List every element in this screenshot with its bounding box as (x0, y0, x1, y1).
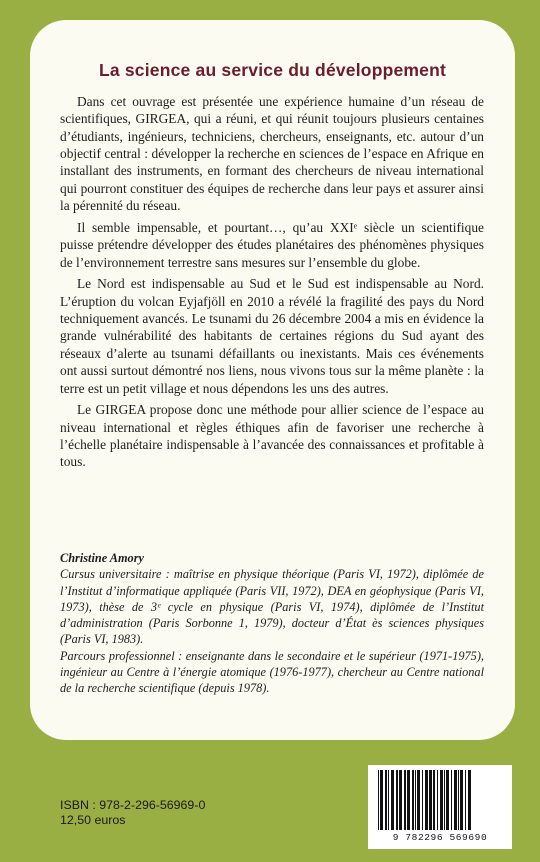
barcode-bar (378, 770, 379, 830)
barcode-bar (415, 770, 416, 830)
blurb-paragraph-4: Le GIRGEA propose donc une méthode pour allier science de l’espace au niveau international et règles éthiques afin de favoriser une recherche à l’échelle planétaire indispensable à l’avancée des connaissances et profitable à tous. (60, 402, 484, 470)
barcode-bar (388, 770, 389, 830)
blurb-paragraph-2: Il semble impensable, et pourtant…, qu’au XXIᵉ siècle un scientifique puisse prétendre développer des études planétaires des phénomènes physiques de l’environnement terrestre sans mesures sur l’ensemble du globe. (60, 219, 484, 270)
barcode-bar (458, 770, 459, 830)
blurb (60, 93, 484, 475)
barcode-bar (460, 770, 463, 830)
barcode-bar (404, 770, 406, 830)
book-title: La science au service du développement (98, 60, 447, 80)
barcode-bar (433, 770, 435, 830)
barcode-bar (385, 770, 387, 830)
barcode-bar (412, 770, 414, 830)
barcode-bar (446, 770, 449, 830)
barcode-bar (429, 770, 432, 830)
barcode-bar (380, 770, 383, 830)
barcode-bar (422, 770, 423, 830)
barcode-bar (454, 770, 457, 830)
price: 12,50 euros (60, 813, 126, 827)
barcode-bar (391, 770, 394, 830)
barcode-bars (378, 770, 502, 830)
barcode-number: 9 782296 569690 (392, 832, 488, 843)
barcode-bar (396, 770, 398, 830)
isbn-price-block (60, 798, 205, 828)
barcode-bar (440, 770, 443, 830)
barcode-bar (468, 770, 471, 830)
barcode-bar (399, 770, 402, 830)
blurb-paragraph-3: Le Nord est indispensable au Sud et le Sud est indispensable au Nord. L’éruption du volcan Eyjafjöll en 2010 a révélé la fragilité des pays du Nord techniquement avancés. Le tsunami du 26 décembre 2004 a mis en évidence la grande vulnérabilité des habitants de certaines régions du Sud ayant des réseaux d’alerte au tsunami défaillants ou inexistants. Mais ces événements ont aussi surtout démontré nos liens, nous vivons tous sur la même planète : la terre est un petit village et nous dépendons les uns des autres. (60, 276, 484, 396)
barcode-bar (437, 770, 438, 830)
barcode-bar (465, 770, 466, 830)
author-cursus: Cursus universitaire : maîtrise en physique théorique (Paris VI, 1972), diplômée de l’Institut d’informatique appliquée (Paris VII, 1972), DEA en géophysique (Paris VI, 1973), thèse de 3ᵉ cycle en physique (Paris VI, 1974), diplômée de l’Institut d’administration (Paris Sorbonne 1, 1979), docteur d’État ès sciences physiques (Paris VI, 1983). (60, 567, 484, 647)
barcode-bar (425, 770, 428, 830)
blurb-paragraph-1: Dans cet ouvrage est présentée une expérience humaine d’un réseau de scientifiques, GIRGEA, qui a réuni, et qui réunit toujours plusieurs centaines d’étudiants, ingénieurs, techniciens, chercheurs, enseignants, etc. autour d’un objectif central : développer la recherche en sciences de l’espace en Afrique en installant des instruments, en formant des chercheurs de niveau international qui pourront constituer des équipes de recherche dans leur pays et assurer ainsi la pérennité du réseau. (60, 94, 484, 214)
barcode-bar (444, 770, 445, 830)
isbn: ISBN : 978-2-296-56969-0 (60, 798, 206, 812)
author-name: Christine Amory (60, 551, 144, 565)
barcode-bar (451, 770, 452, 830)
barcode-bar (407, 770, 410, 830)
barcode (368, 765, 512, 849)
barcode-bar (417, 770, 420, 830)
author-parcours: Parcours professionnel : enseignante dans le secondaire et le supérieur (1971-1975), ingénieur au Centre à l’énergie atomique (1976-1977), chercheur au Centre national de la recherche scientifique (depuis 1978). (60, 648, 484, 696)
author-bio (60, 550, 484, 697)
